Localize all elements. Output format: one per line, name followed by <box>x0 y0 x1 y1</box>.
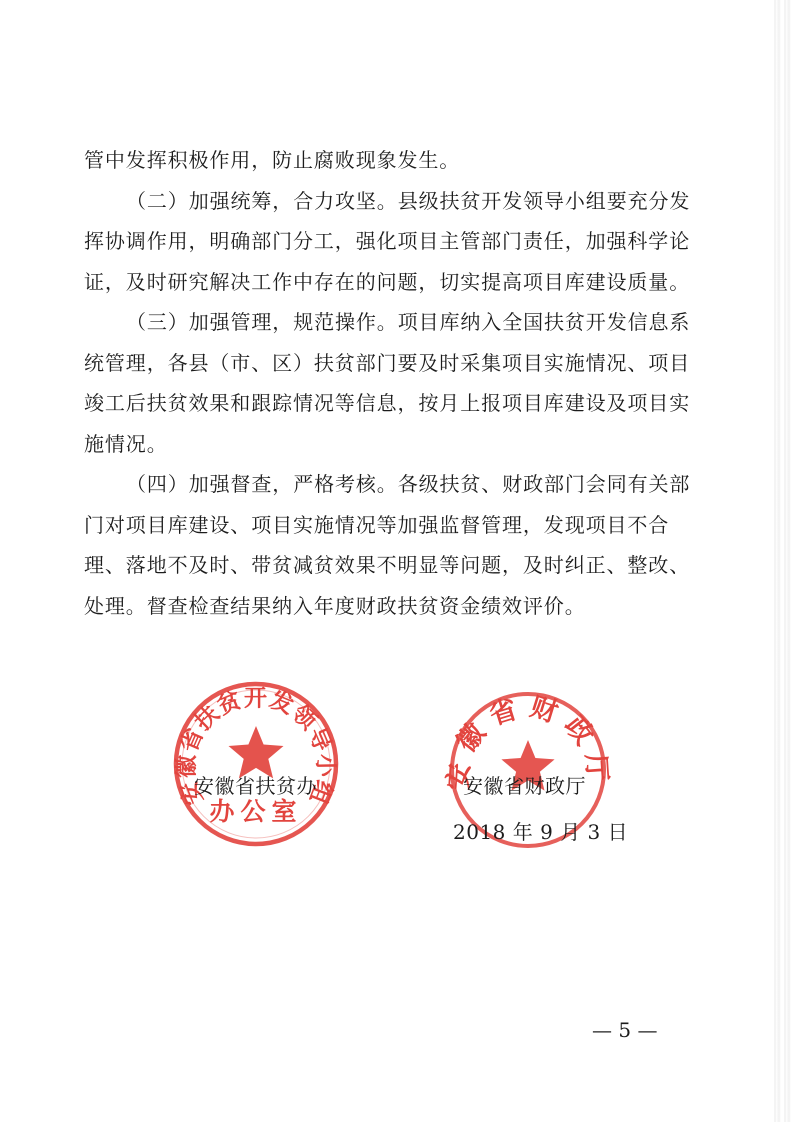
right-seal-arc-text: 安徽省财政厅 <box>442 691 614 792</box>
scan-edge <box>771 0 793 1122</box>
signature-right-org: 安徽省财政厅 <box>463 774 586 798</box>
paragraph-continuation: 管中发挥积极作用，防止腐败现象发生。 <box>84 148 461 172</box>
left-seal-arc-text: 安徽省扶贫开发领导小组 <box>173 685 339 809</box>
paragraph-item-3: （三）加强管理，规范操作。项目库纳入全国扶贫开发信息系统管理，各县（市、区）扶贫部门要及时采集项目实施情况、项目竣工后扶贫效果和跟踪情况等信息，按月上报项目库建设及项目实施情况。 <box>84 310 691 456</box>
paragraph-item-4: （四）加强督查，严格考核。各级扶贫、财政部门会同有关部门对项目库建设、项目实施情况等加强监督管理，发现项目不合理、落地不及时、带贫减贫效果不明显等问题，及时纠正、整改、处理。督查检查结果纳入年度财政扶贫资金绩效评价。 <box>84 472 691 618</box>
paragraph-item-2: （二）加强统筹，合力攻坚。县级扶贫开发领导小组要充分发挥协调作用，明确部门分工，强化项目主管部门责任，加强科学论证，及时研究解决工作中存在的问题，切实提高项目库建设质量。 <box>84 188 691 294</box>
page-number: — 5 — <box>592 1018 658 1042</box>
left-seal-bottom-text: 办公室 <box>209 797 303 826</box>
signature-left-org: 安徽省扶贫办 <box>194 774 317 798</box>
body-text <box>84 140 696 626</box>
left-seal <box>172 680 340 848</box>
signature-date: 2018 年 9 月 3 日 <box>453 820 629 844</box>
